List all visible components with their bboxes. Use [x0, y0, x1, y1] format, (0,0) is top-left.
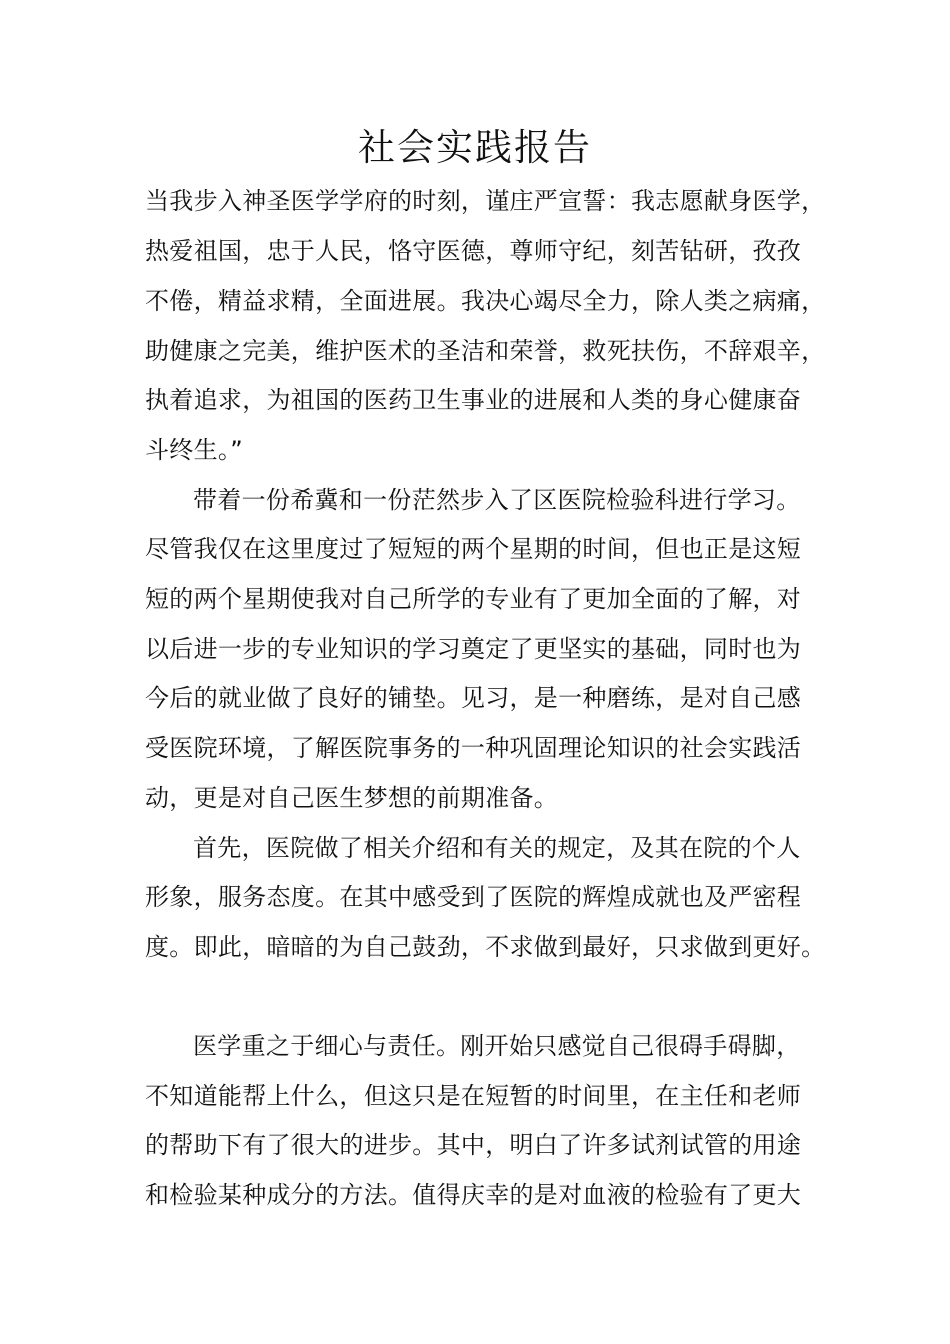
- text-line: 受医院环境，了解医院事务的一种巩固理论知识的社会实践活: [145, 734, 802, 762]
- text-line: 执着追求，为祖国的医药卫生事业的进展和人类的身心健康奋: [145, 386, 802, 414]
- text-line: 医学重之于细心与责任。刚开始只感觉自己很碍手碍脚，: [193, 1032, 801, 1060]
- text-line: 尽管我仅在这里度过了短短的两个星期的时间，但也正是这短: [145, 535, 802, 563]
- text-line: 首先，医院做了相关介绍和有关的规定，及其在院的个人: [193, 834, 801, 862]
- text-line: 形象，服务态度。在其中感受到了医院的辉煌成就也及严密程: [145, 883, 802, 911]
- text-line: 不倦，精益求精，全面进展。我决心竭尽全力，除人类之病痛，: [145, 287, 826, 315]
- text-line: 动，更是对自己医生梦想的前期准备。: [145, 784, 559, 812]
- text-line: 热爱祖国，忠于人民，恪守医德，尊师守纪，刻苦钻研，孜孜: [145, 237, 802, 265]
- text-line: 和检验某种成分的方法。值得庆幸的是对血液的检验有了更大: [145, 1181, 802, 1209]
- text-line: 以后进一步的专业知识的学习奠定了更坚实的基础，同时也为: [145, 635, 802, 663]
- text-line: 斗终生。”: [145, 436, 243, 464]
- document-title: 社会实践报告: [358, 126, 592, 169]
- text-line: 不知道能帮上什么，但这只是在短暂的时间里，在主任和老师: [145, 1082, 802, 1110]
- text-line: 当我步入神圣医学学府的时刻，谨庄严宣誓：我志愿献身医学，: [145, 187, 826, 215]
- text-line: 的帮助下有了很大的进步。其中，明白了许多试剂试管的用途: [145, 1131, 802, 1159]
- text-line: 带着一份希冀和一份茫然步入了区医院检验科进行学习。: [193, 486, 801, 514]
- text-line: 今后的就业做了良好的铺垫。见习，是一种磨练，是对自己感: [145, 684, 802, 712]
- text-line: 度。即此，暗暗的为自己鼓劲，不求做到最好，只求做到更好。: [145, 933, 826, 961]
- text-line: 助健康之完美，维护医术的圣洁和荣誉，救死扶伤，不辞艰辛，: [145, 337, 826, 365]
- text-line: 短的两个星期使我对自己所学的专业有了更加全面的了解，对: [145, 585, 802, 613]
